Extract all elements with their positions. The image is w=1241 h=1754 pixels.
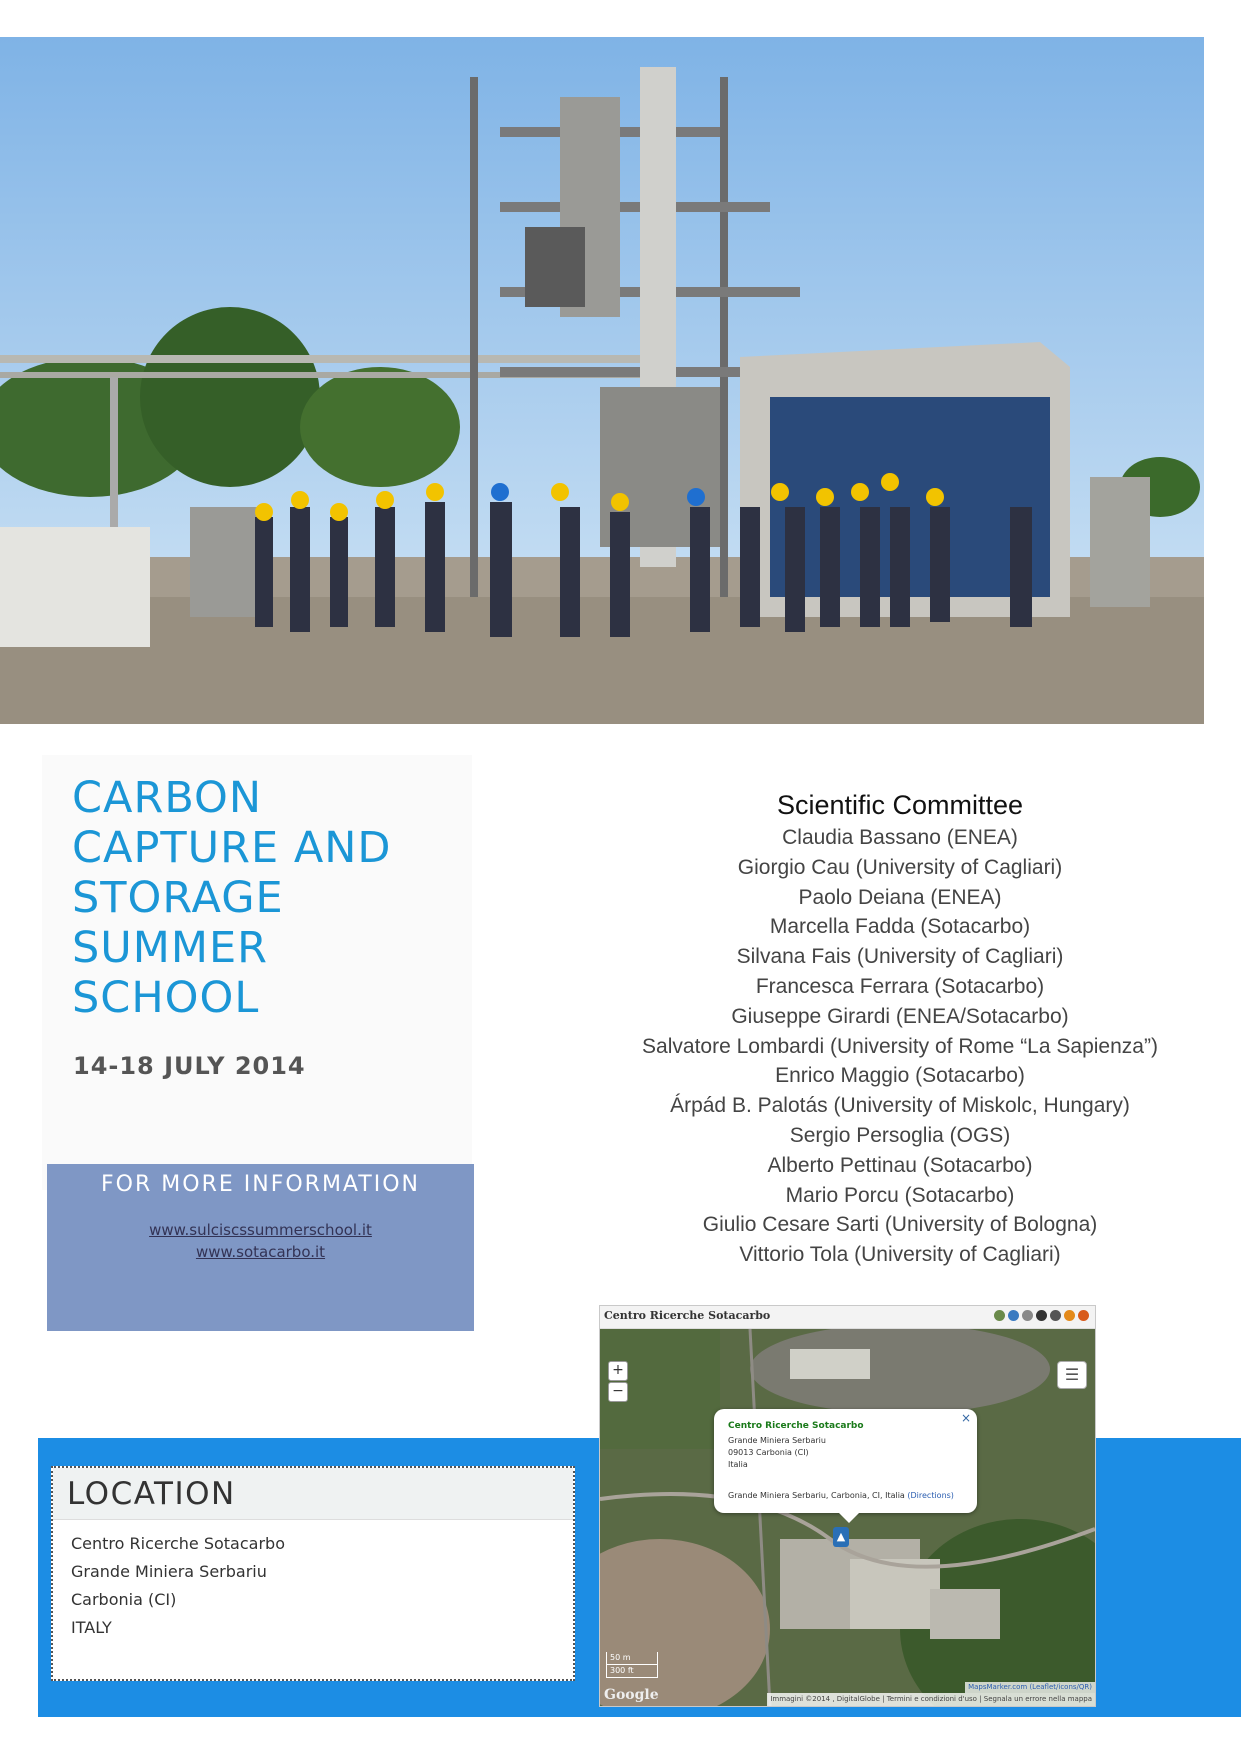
title-line: CARBON bbox=[72, 773, 263, 823]
more-info-heading: FOR MORE INFORMATION bbox=[101, 1172, 420, 1197]
map-attribution: Immagini ©2014 , DigitalGlobe | Termini e condizioni d'uso | Segnala un errore nella mappa bbox=[767, 1693, 1095, 1706]
location-heading: LOCATION bbox=[53, 1468, 573, 1520]
scale-metric: 50 m bbox=[606, 1652, 658, 1665]
title-line: SCHOOL bbox=[72, 973, 260, 1023]
maps-marker-attribution[interactable]: MapsMarker.com (Leaflet/icons/QR) bbox=[965, 1682, 1095, 1693]
map-scale bbox=[606, 1652, 658, 1678]
popup-footer-address: Grande Miniera Serbariu, Carbonia, CI, Italia bbox=[728, 1491, 905, 1500]
committee-member: Alberto Pettinau (Sotacarbo) bbox=[767, 1153, 1033, 1177]
rss-icon[interactable] bbox=[1064, 1310, 1075, 1321]
committee-member: Francesca Ferrara (Sotacarbo) bbox=[755, 974, 1045, 998]
popup-footer bbox=[728, 1491, 954, 1500]
address-line: Centro Ricerche Sotacarbo bbox=[71, 1534, 285, 1553]
location-pin-icon[interactable]: ▲ bbox=[833, 1527, 849, 1547]
satellite-view[interactable] bbox=[600, 1329, 1095, 1706]
map-popup bbox=[714, 1409, 977, 1513]
qr-code-icon[interactable] bbox=[1036, 1310, 1047, 1321]
address-line: Carbonia (CI) bbox=[71, 1590, 177, 1609]
address-line: ITALY bbox=[71, 1618, 112, 1637]
location-address bbox=[53, 1520, 573, 1642]
globe-icon[interactable] bbox=[1008, 1310, 1019, 1321]
committee-member: Sergio Persoglia (OGS) bbox=[789, 1123, 1011, 1147]
car-icon[interactable] bbox=[994, 1310, 1005, 1321]
committee-member: Árpád B. Palotás (University of Miskolc, Hungary) bbox=[670, 1094, 1130, 1118]
popup-title: Centro Ricerche Sotacarbo bbox=[728, 1421, 864, 1431]
popup-line: Grande Miniera Serbariu bbox=[728, 1436, 826, 1445]
google-logo: Google bbox=[604, 1687, 659, 1703]
committee-heading: Scientific Committee bbox=[776, 790, 1024, 820]
committee-member: Salvatore Lombardi (University of Rome “La Sapienza”) bbox=[642, 1034, 1158, 1058]
share-icon[interactable] bbox=[1050, 1310, 1061, 1321]
committee-member: Giorgio Cau (University of Cagliari) bbox=[737, 855, 1063, 879]
committee-member: Enrico Maggio (Sotacarbo) bbox=[775, 1064, 1025, 1088]
zoom-controls bbox=[608, 1361, 628, 1403]
event-title bbox=[72, 773, 472, 1023]
popup-address bbox=[728, 1435, 826, 1471]
popup-line: Italia bbox=[728, 1460, 748, 1469]
more-info-box bbox=[47, 1164, 474, 1331]
popup-line: 09013 Carbonia (CI) bbox=[728, 1448, 809, 1457]
committee-member: Silvana Fais (University of Cagliari) bbox=[736, 945, 1064, 969]
address-line: Grande Miniera Serbariu bbox=[71, 1562, 267, 1581]
title-line: CAPTURE AND bbox=[72, 823, 392, 873]
scientific-committee bbox=[590, 787, 1210, 1270]
map-tools bbox=[994, 1310, 1089, 1321]
sotacarbo-link[interactable]: www.sotacarbo.it bbox=[195, 1243, 326, 1261]
scale-imperial: 300 ft bbox=[606, 1665, 658, 1678]
fullscreen-icon[interactable] bbox=[1022, 1310, 1033, 1321]
title-panel bbox=[42, 755, 472, 1190]
map-header bbox=[600, 1306, 1095, 1329]
zoom-in-button[interactable]: + bbox=[608, 1361, 628, 1381]
close-icon[interactable]: × bbox=[960, 1411, 971, 1425]
location-card bbox=[51, 1466, 575, 1681]
committee-member: Claudia Bassano (ENEA) bbox=[782, 826, 1018, 849]
committee-member: Marcella Fadda (Sotacarbo) bbox=[769, 915, 1031, 939]
event-dates: 14-18 JULY 2014 bbox=[73, 1052, 306, 1080]
hero-photo bbox=[0, 37, 1204, 724]
committee-member: Vittorio Tola (University of Cagliari) bbox=[739, 1243, 1061, 1267]
info-links bbox=[47, 1219, 474, 1263]
committee-member: Paolo Deiana (ENEA) bbox=[798, 885, 1002, 909]
layers-icon[interactable]: ☰ bbox=[1057, 1361, 1087, 1389]
directions-link[interactable]: (Directions) bbox=[907, 1491, 954, 1500]
title-line: STORAGE bbox=[72, 873, 284, 923]
industrial-plant-photo-icon bbox=[0, 37, 1204, 724]
layers-share-icon[interactable] bbox=[1078, 1310, 1089, 1321]
committee-member: Giulio Cesare Sarti (University of Bologna) bbox=[702, 1213, 1098, 1237]
title-line: SUMMER bbox=[72, 923, 269, 973]
committee-member: Giuseppe Girardi (ENEA/Sotacarbo) bbox=[731, 1004, 1069, 1028]
zoom-out-button[interactable]: − bbox=[608, 1382, 628, 1402]
summer-school-link[interactable]: www.sulciscssummerschool.it bbox=[149, 1221, 372, 1239]
popup-tip bbox=[839, 1513, 859, 1523]
committee-member: Mario Porcu (Sotacarbo) bbox=[785, 1183, 1015, 1207]
map-title: Centro Ricerche Sotacarbo bbox=[604, 1309, 771, 1322]
location-map[interactable] bbox=[599, 1305, 1096, 1707]
